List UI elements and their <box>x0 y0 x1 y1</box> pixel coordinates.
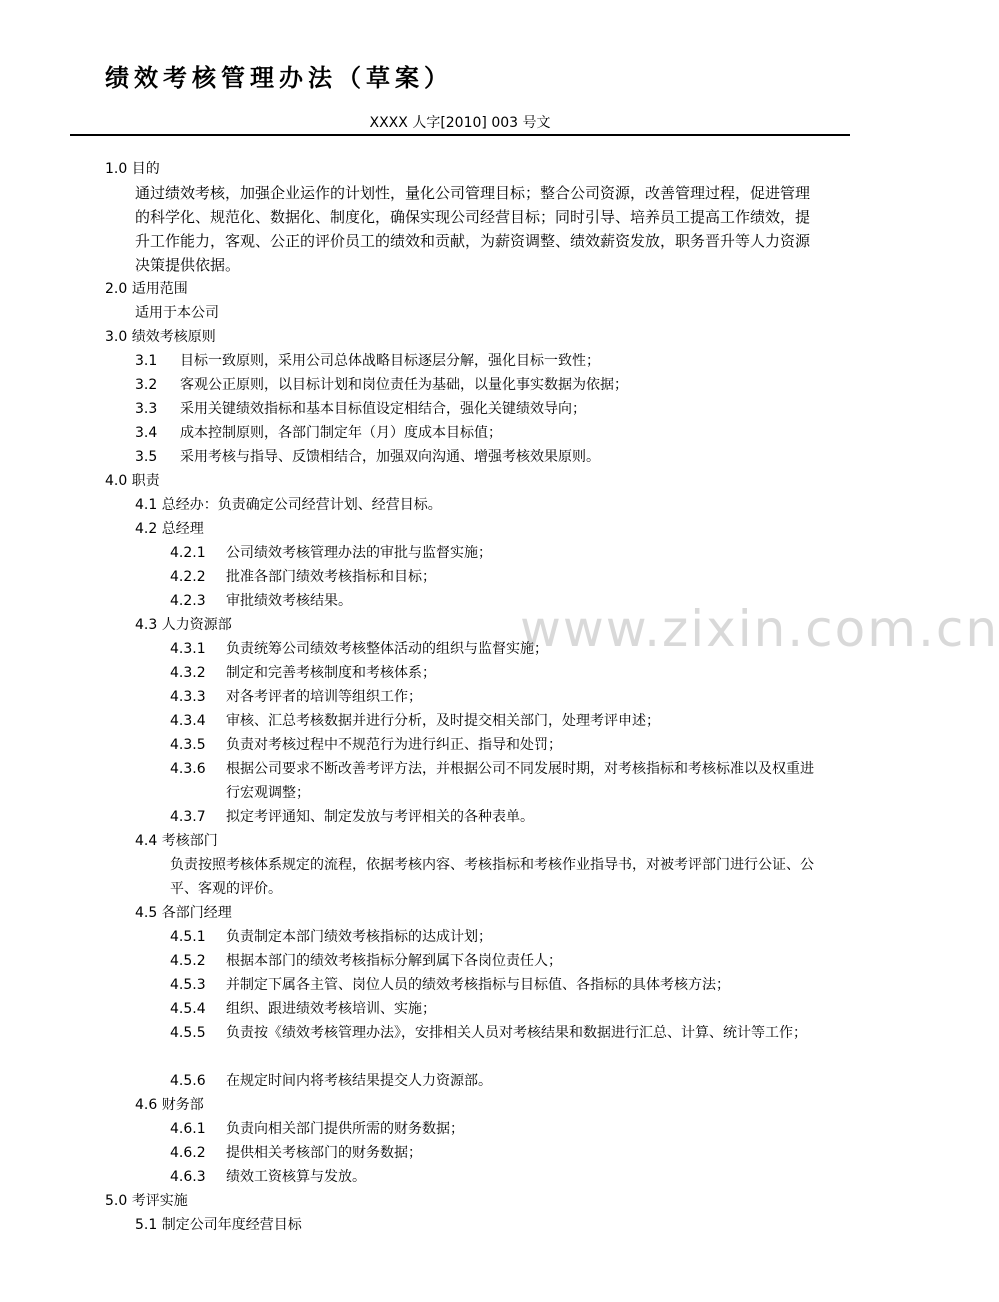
item-text: 拟定考评通知、制定发放与考评相关的各种表单。 <box>226 809 534 825</box>
item-number: 4.2.2 <box>170 569 206 585</box>
item-number: 4.6.3 <box>170 1169 206 1185</box>
item-number: 4.3.6 <box>170 761 206 777</box>
subsection-text: 4.1 总经办：负责确定公司经营计划、经营目标。 <box>135 497 442 513</box>
item-number: 4.3.1 <box>170 641 206 657</box>
item-text: 负责对考核过程中不规范行为进行纠正、指导和处罚； <box>226 737 562 753</box>
item-number: 4.6.1 <box>170 1121 206 1137</box>
list-item <box>170 973 730 997</box>
item-number: 3.3 <box>135 401 158 417</box>
list-item <box>170 925 492 949</box>
item-number: 4.3.3 <box>170 689 206 705</box>
subsection-heading: 4.3 人力资源部 <box>135 617 232 633</box>
list-item <box>170 541 492 565</box>
list-item <box>170 1141 422 1165</box>
item-text: 采用关键绩效指标和基本目标值设定相结合，强化关键绩效导向； <box>180 401 586 417</box>
item-text: 目标一致原则，采用公司总体战略目标逐层分解，强化目标一致性； <box>180 353 600 369</box>
item-text: 成本控制原则，各部门制定年（月）度成本目标值； <box>180 425 502 441</box>
section-heading: 3.0 绩效考核原则 <box>105 329 216 345</box>
item-text: 负责按《绩效考核管理办法》，安排相关人员对考核结果和数据进行汇总、计算、统计等工作； <box>226 1025 807 1041</box>
item-number: 4.3.7 <box>170 809 206 825</box>
watermark: www.zixin.com.cn <box>520 600 999 658</box>
item-text: 制定和完善考核制度和考核体系； <box>226 665 436 681</box>
item-text: 组织、跟进绩效考核培训、实施； <box>226 1001 436 1017</box>
section-heading: 1.0 目的 <box>105 161 160 177</box>
list-item <box>170 589 352 613</box>
section-heading: 5.0 考评实施 <box>105 1193 188 1209</box>
item-number: 4.3.2 <box>170 665 206 681</box>
item-text: 并制定下属各主管、岗位人员的绩效考核指标与目标值、各指标的具体考核方法； <box>226 977 730 993</box>
item-number: 4.5.3 <box>170 977 206 993</box>
item-number: 4.5.6 <box>170 1073 206 1089</box>
list-item <box>170 685 422 709</box>
list-item <box>135 397 586 421</box>
section-heading: 4.0 职责 <box>105 473 160 489</box>
item-number: 3.5 <box>135 449 158 465</box>
document-number: XXXX 人字[2010] 003 号文 <box>369 115 551 131</box>
item-number: 4.5.2 <box>170 953 206 969</box>
item-text: 在规定时间内将考核结果提交人力资源部。 <box>226 1073 492 1089</box>
item-text: 负责向相关部门提供所需的财务数据； <box>226 1121 464 1137</box>
subsection-heading: 5.1 制定公司年度经营目标 <box>135 1217 302 1233</box>
list-item <box>170 757 818 805</box>
section-text: 适用于本公司 <box>135 305 219 321</box>
item-text: 绩效工资核算与发放。 <box>226 1169 366 1185</box>
list-item <box>170 1021 818 1045</box>
item-number: 4.3.4 <box>170 713 206 729</box>
item-number: 4.5.5 <box>170 1025 206 1041</box>
item-text: 根据本部门的绩效考核指标分解到属下各岗位责任人； <box>226 953 562 969</box>
item-number: 4.5.4 <box>170 1001 206 1017</box>
list-item <box>170 997 436 1021</box>
item-text: 根据公司要求不断改善考评方法，并根据公司不同发展时期，对考核指标和考核标准以及权重进行宏观调整； <box>226 761 814 801</box>
subsection-heading: 4.5 各部门经理 <box>135 905 232 921</box>
header-divider <box>70 134 850 136</box>
item-number: 4.3.5 <box>170 737 206 753</box>
list-item <box>135 349 600 373</box>
list-item <box>170 565 436 589</box>
list-item <box>170 661 436 685</box>
list-item <box>170 1069 492 1093</box>
list-item <box>170 949 562 973</box>
list-item <box>135 373 628 397</box>
list-item <box>170 709 660 733</box>
list-item <box>170 733 562 757</box>
item-text: 公司绩效考核管理办法的审批与监督实施； <box>226 545 492 561</box>
section-heading: 2.0 适用范围 <box>105 281 188 297</box>
item-text: 对各考评者的培训等组织工作； <box>226 689 422 705</box>
item-text: 审核、汇总考核数据并进行分析，及时提交相关部门，处理考评申述； <box>226 713 660 729</box>
item-text: 采用考核与指导、反馈相结合，加强双向沟通、增强考核效果原则。 <box>180 449 600 465</box>
document-title: 绩效考核管理办法（草案） <box>105 64 453 92</box>
item-number: 4.2.1 <box>170 545 206 561</box>
list-item <box>170 1117 464 1141</box>
list-item <box>170 637 548 661</box>
list-item <box>135 445 600 469</box>
item-number: 4.5.1 <box>170 929 206 945</box>
item-text: 客观公正原则，以目标计划和岗位责任为基础，以量化事实数据为依据； <box>180 377 628 393</box>
item-text: 审批绩效考核结果。 <box>226 593 352 609</box>
item-text: 负责统筹公司绩效考核整体活动的组织与监督实施； <box>226 641 548 657</box>
list-item <box>170 805 534 829</box>
subsection-paragraph: 负责按照考核体系规定的流程，依据考核内容、考核指标和考核作业指导书，对被考评部门进行公证、公平、客观的评价。 <box>170 857 814 897</box>
section-paragraph: 通过绩效考核，加强企业运作的计划性，量化公司管理目标；整合公司资源，改善管理过程，促进管理的科学化、规范化、数据化、制度化，确保实现公司经营目标；同时引导、培养员工提高工作绩效，提升工作能力，客观、公正的评价员工的绩效和贡献，为薪资调整、绩效薪资发放，职务晋升等人力资源决策提供依据。 <box>135 184 811 274</box>
item-number: 3.2 <box>135 377 158 393</box>
list-item <box>135 421 502 445</box>
item-number: 4.6.2 <box>170 1145 206 1161</box>
item-number: 4.2.3 <box>170 593 206 609</box>
item-number: 3.4 <box>135 425 158 441</box>
subsection-heading: 4.2 总经理 <box>135 521 204 537</box>
item-number: 3.1 <box>135 353 158 369</box>
subsection-heading: 4.6 财务部 <box>135 1097 204 1113</box>
list-item <box>170 1165 366 1189</box>
item-text: 提供相关考核部门的财务数据； <box>226 1145 422 1161</box>
subsection-heading: 4.4 考核部门 <box>135 833 218 849</box>
item-text: 批准各部门绩效考核指标和目标； <box>226 569 436 585</box>
item-text: 负责制定本部门绩效考核指标的达成计划； <box>226 929 492 945</box>
